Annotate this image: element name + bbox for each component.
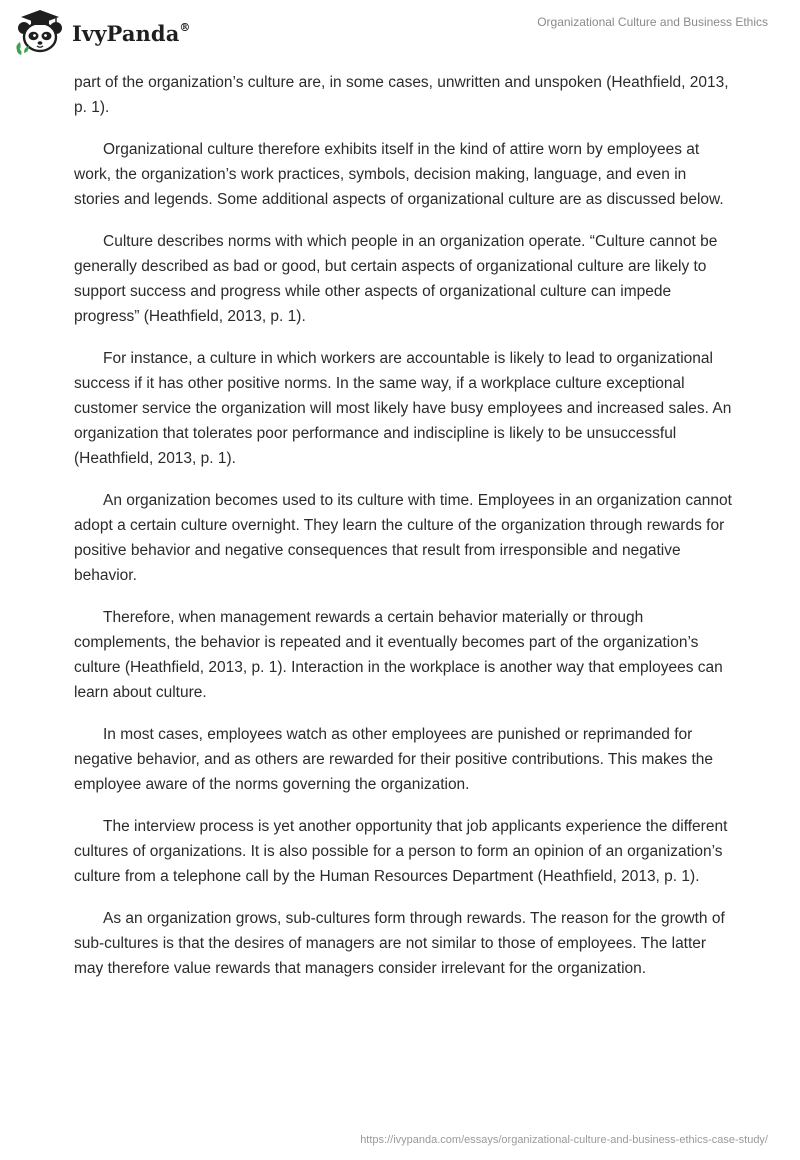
logo-wordmark: IvyPanda®	[72, 20, 191, 46]
paragraph: For instance, a culture in which workers are accountable is likely to lead to organizational success if it has other positive norms. In the same way, if a workplace culture exceptional customer service the organization will most likely have busy employees and increased sales. An organization that tolerates poor performance and indiscipline is likely to be unsuccessful (Heathfield, 2013, p. 1).	[74, 350, 732, 467]
paragraph: Culture describes norms with which people in an organization operate. “Culture cannot be generally described as bad or good, but certain aspects of organizational culture are likely to support success and progress while other aspects of organizational culture can impede progress” (Heathfield, 2013, p. 1).	[74, 233, 718, 325]
paragraph: part of the organization’s culture are, in some cases, unwritten and unspoken (Heathfield, 2013, p. 1).	[74, 74, 729, 116]
essay-body	[74, 70, 734, 998]
ivypanda-logo[interactable]	[12, 6, 191, 58]
panda-graduate-icon	[12, 6, 68, 58]
paragraph: In most cases, employees watch as other employees are punished or reprimanded for negative behavior, and as others are rewarded for their positive contributions. This makes the employee aware of the norms governing the organization.	[74, 726, 714, 793]
paragraph: As an organization grows, sub-cultures form through rewards. The reason for the growth of sub-cultures is that the desires of managers are not similar to those of employees. The latter may therefore value rewards that managers consider irrelevant for the organization.	[74, 910, 725, 977]
source-url[interactable]: https://ivypanda.com/essays/organizational-culture-and-business-ethics-case-study/	[360, 1134, 768, 1146]
page-header	[0, 0, 800, 64]
document-title: Organizational Culture and Business Ethics	[537, 15, 768, 29]
paragraph: Therefore, when management rewards a certain behavior materially or through complements, the behavior is repeated and it eventually becomes part of the organization’s culture (Heathfield, 2013, p. 1). Interaction in the workplace is another way that employees can learn about culture.	[74, 609, 723, 701]
paragraph: Organizational culture therefore exhibits itself in the kind of attire worn by employees at work, the organization’s work practices, symbols, decision making, language, and even in stories and legends. Some additional aspects of organizational culture are as discussed below.	[74, 141, 724, 208]
paragraph: The interview process is yet another opportunity that job applicants experience the different cultures of organizations. It is also possible for a person to form an opinion of an organization’s culture from a telephone call by the Human Resources Department (Heathfield, 2013, p. 1).	[74, 818, 728, 885]
paragraph: An organization becomes used to its culture with time. Employees in an organization cannot adopt a certain culture overnight. They learn the culture of the organization through rewards for positive behavior and negative consequences that result from irresponsible and negative behavior.	[74, 492, 732, 584]
